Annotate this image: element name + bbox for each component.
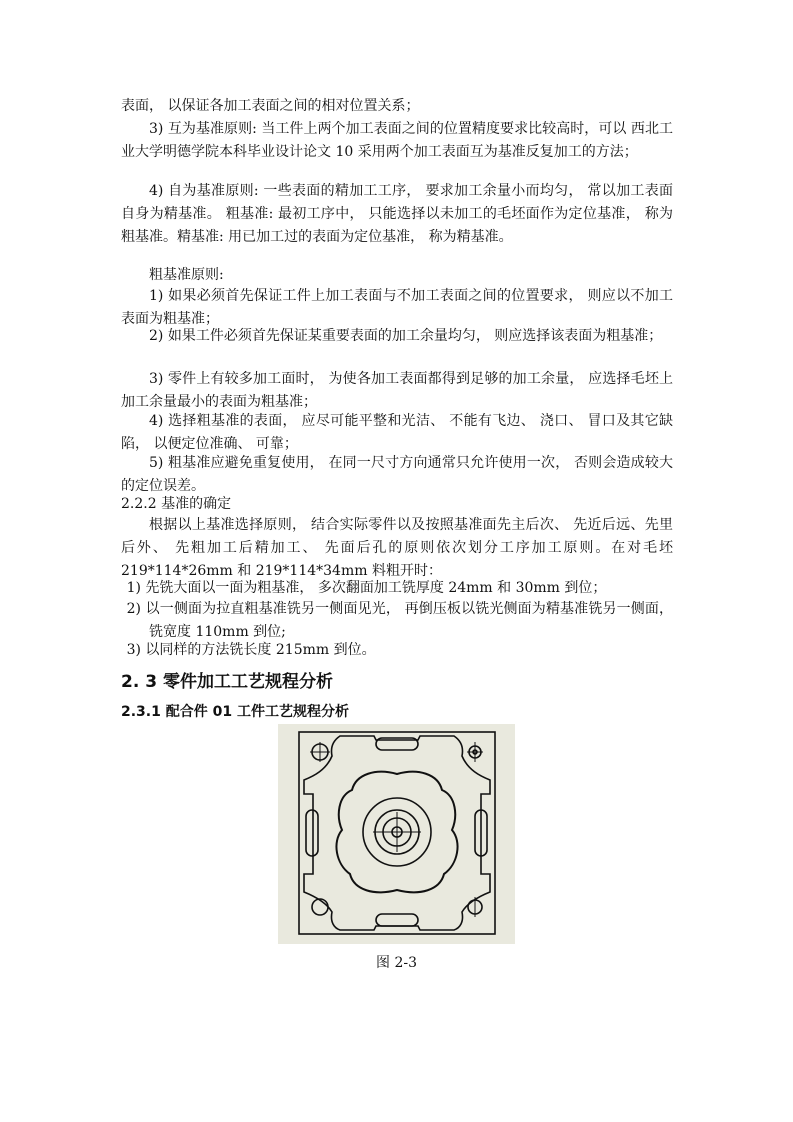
paragraph-principle-4: 4) 自为基准原则: 一些表面的精加工工序， 要求加工余量小而均匀， 常以加工表面自身为精基准。 粗基准: 最初工序中， 只能选择以未加工的毛坯面作为定位基准， 称为粗基准。精基准: 用已加工过的表面为定位基准， 称为精基准。: [121, 183, 673, 245]
subsection-heading-222: 2.2.2 基准的确定: [121, 496, 232, 512]
paragraph-coarse-1: 1) 如果必须首先保证工件上加工表面与不加工表面之间的位置要求， 则应以不加工表面为粗基准；: [121, 288, 673, 327]
paragraph-coarse-2: 2) 如果工件必须首先保证某重要表面的加工余量均匀， 则应选择该表面为粗基准；: [149, 328, 663, 344]
paragraph-coarse-5: 5) 粗基准应避免重复使用， 在同一尺寸方向通常只允许使用一次， 否则会造成较大的定位误差。: [121, 455, 673, 494]
corner-hole-bottom-left: [312, 899, 328, 915]
section-heading-23: 2. 3 零件加工工艺规程分析: [121, 672, 333, 692]
subsection-222-intro: 根据以上基准选择原则， 结合实际零件以及按照基准面先主后次、 先近后远、先里后外、 先粗加工后精加工、 先面后孔的原则依次划分工序加工原则。在对毛坯 219*114*26mm 和 219*114*34mm 料粗开时：: [121, 517, 673, 579]
paragraph-coarse-heading: 粗基准原则:: [149, 267, 224, 283]
paragraph-principle-3: 3) 互为基准原则: 当工件上两个加工表面之间的位置精度要求比较高时，可以 西北工业大学明德学院本科毕业设计论文 10 采用两个加工表面互为基准反复加工的方法；: [121, 121, 673, 160]
step-2: 2) 以一侧面为拉直粗基准铣另一侧面见光， 再倒压板以铣光侧面为精基准铣另一侧面， 铣宽度 110mm 到位;: [126, 601, 673, 640]
figure-caption: 图 2-3: [376, 955, 417, 971]
subsection-heading-231: 2.3.1 配合件 01 工件工艺规程分析: [121, 704, 349, 720]
part-drawing-svg: [278, 724, 515, 944]
step-3: 3) 以同样的方法铣长度 215mm 到位。: [126, 642, 376, 658]
paragraph-coarse-4: 4) 选择粗基准的表面， 应尽可能平整和光洁、 不能有飞边、 浇口、 冒口及其它缺陷， 以便定位准确、 可靠；: [121, 413, 673, 452]
left-slot: [306, 810, 318, 856]
paragraph-0: 表面， 以保证各加工表面之间的相对位置关系；: [121, 98, 420, 114]
bottom-slot: [376, 914, 418, 926]
paragraph-coarse-3: 3) 零件上有较多加工面时， 为使各加工表面都得到足够的加工余量， 应选择毛坯上加工余量最小的表面为粗基准；: [121, 371, 673, 410]
figure-part-drawing: [278, 724, 515, 944]
step-1: 1) 先铣大面以一面为粗基准， 多次翻面加工铣厚度 24mm 和 30mm 到位；: [126, 580, 607, 596]
